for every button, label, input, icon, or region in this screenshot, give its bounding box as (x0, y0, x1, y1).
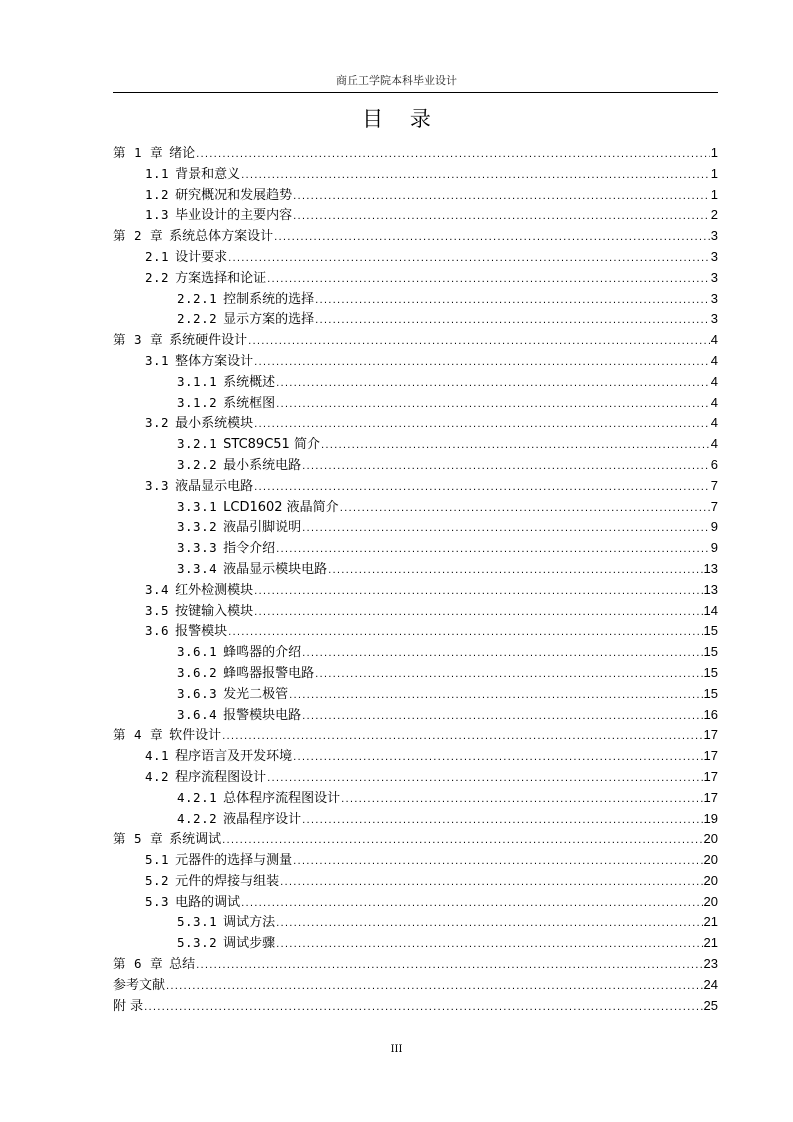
toc-entry-title: 研究概况和发展趋势 (175, 187, 293, 203)
toc-dot-leader (254, 582, 702, 603)
toc-entry-title: 报警模块 (175, 624, 228, 640)
toc-entry-title: 报警模块电路 (223, 707, 302, 723)
toc-entry-number: 2.2 (145, 269, 170, 285)
toc-dot-leader (276, 395, 710, 416)
toc-entry-page: 20 (703, 831, 718, 847)
toc-entry-number: 3.3 (145, 477, 170, 493)
toc-entry-number: 2.1 (145, 248, 170, 264)
toc-entry-label (177, 933, 275, 955)
toc-entry[interactable] (113, 663, 718, 684)
toc-entry-title: 蜂鸣器的介绍 (223, 645, 302, 661)
toc-dot-leader (276, 374, 710, 395)
toc-entry[interactable] (113, 996, 718, 1017)
toc-entry-number: 4.1 (145, 748, 170, 764)
toc-entry-title: 系统调试 (169, 832, 222, 848)
toc-entry[interactable] (113, 372, 718, 393)
toc-entry-label (145, 351, 253, 373)
toc-entry[interactable] (113, 185, 718, 206)
toc-dot-leader (248, 332, 710, 353)
toc-entry-title: 调试方法 (223, 915, 276, 931)
toc-entry[interactable] (113, 912, 718, 933)
toc-entry-page: 14 (703, 602, 718, 618)
toc-entry-title: 发光二极管 (223, 686, 289, 702)
toc-entry-page: 25 (703, 997, 718, 1013)
toc-entry-page: 13 (703, 581, 718, 597)
toc-entry[interactable] (113, 788, 718, 809)
toc-dot-leader (274, 228, 710, 249)
toc-entry-number: 2.2.1 (177, 290, 218, 306)
toc-entry-page: 7 (710, 477, 718, 493)
toc-entry-title: 系统硬件设计 (169, 333, 248, 349)
toc-entry-label (177, 788, 340, 810)
running-header: 商丘工学院本科毕业设计 (336, 74, 457, 87)
toc-entry-page: 21 (703, 914, 718, 930)
toc-entry-page: 15 (703, 664, 718, 680)
toc-entry[interactable] (113, 829, 718, 850)
toc-entry-label (145, 164, 240, 186)
toc-entry[interactable] (113, 164, 718, 185)
toc-entry[interactable] (113, 642, 718, 663)
toc-entry[interactable] (113, 975, 718, 996)
toc-entry-title: 总结 (169, 957, 196, 973)
toc-entry-title: 软件设计 (169, 728, 222, 744)
toc-dot-leader (315, 311, 710, 332)
toc-entry[interactable] (113, 226, 718, 247)
toc-entry-page: 3 (710, 269, 718, 285)
toc-entry-title: 液晶引脚说明 (223, 520, 302, 536)
toc-entry-label (145, 892, 240, 914)
toc-entry[interactable] (113, 393, 718, 414)
toc-entry-page: 4 (710, 436, 718, 452)
toc-entry-label (145, 850, 292, 872)
toc-dot-leader (276, 540, 710, 561)
toc-entry-page: 17 (703, 789, 718, 805)
toc-entry-page: 1 (710, 186, 718, 202)
toc-dot-leader (315, 665, 702, 686)
toc-entry-page: 3 (710, 248, 718, 264)
toc-entry-page: 3 (710, 311, 718, 327)
toc-dot-leader (196, 956, 702, 977)
toc-entry[interactable] (113, 247, 718, 268)
toc-dot-leader (302, 457, 710, 478)
toc-entry-label (177, 372, 275, 394)
toc-entry-number: 3.2.2 (177, 456, 218, 472)
toc-entry-number: 5.3.1 (177, 914, 218, 930)
toc-entry-page: 15 (703, 685, 718, 701)
toc-entry-page: 1 (710, 145, 718, 160)
toc-entry[interactable] (113, 954, 718, 975)
toc-dot-leader (144, 998, 702, 1019)
toc-entry-label (177, 434, 320, 456)
toc-entry-label (177, 393, 275, 415)
toc-entry-page: 4 (710, 415, 718, 431)
toc-entry-page: 17 (703, 727, 718, 743)
toc-entry-page: 3 (710, 290, 718, 306)
toc-entry-number: 第 3 章 (113, 332, 164, 348)
toc-entry-title: 调试步骤 (223, 936, 276, 952)
toc-entry-label (145, 247, 227, 269)
toc-entry-page: 19 (703, 810, 718, 826)
toc-entry-title: 参考文献 (113, 977, 166, 993)
toc-entry-title: 总体程序流程图设计 (223, 790, 341, 806)
toc-entry-number: 3.3.1 (177, 498, 218, 514)
toc-entry-page: 4 (710, 394, 718, 410)
toc-entry-label (177, 517, 301, 539)
toc-entry-page: 7 (710, 498, 718, 514)
toc-entry-label (177, 497, 339, 519)
toc-entry-title: 液晶程序设计 (223, 811, 302, 827)
toc-entry-label (113, 997, 143, 1018)
toc-entry-number: 第 2 章 (113, 228, 164, 244)
toc-entry-number: 3.2 (145, 415, 170, 431)
toc-entry-label (177, 663, 314, 685)
toc-entry-number: 3.6.1 (177, 644, 218, 660)
toc-entry-number: 4.2.1 (177, 789, 218, 805)
toc-entry-number: 2.2.2 (177, 311, 218, 327)
toc-entry-page: 23 (703, 956, 718, 972)
toc-entry[interactable] (113, 309, 718, 330)
toc-dot-leader (196, 145, 710, 166)
toc-dot-leader (293, 852, 702, 873)
toc-entry-page: 9 (710, 540, 718, 556)
toc-dot-leader (222, 727, 702, 748)
toc-entry-label (177, 538, 275, 560)
toc-entry-label (145, 580, 253, 602)
toc-entry[interactable] (113, 850, 718, 871)
toc-entry-page: 24 (703, 976, 718, 992)
toc-entry-label (145, 746, 292, 768)
toc-entry-title: 整体方案设计 (175, 353, 254, 369)
toc-entry-label (145, 205, 292, 227)
toc-entry-page: 13 (703, 560, 718, 576)
toc-dot-leader (276, 935, 702, 956)
toc-entry-title: 绪论 (169, 146, 196, 161)
toc-entry[interactable] (113, 497, 718, 518)
toc-entry-title: 控制系统的选择 (223, 291, 315, 307)
toc-entry[interactable] (113, 517, 718, 538)
toc-entry-number: 5.2 (145, 872, 170, 888)
toc-entry-page: 21 (703, 935, 718, 951)
toc-entry[interactable] (113, 455, 718, 476)
toc-entry-label (145, 871, 279, 893)
toc-entry-number: 4.2.2 (177, 810, 218, 826)
toc-entry-number: 4.2 (145, 768, 170, 784)
toc-dot-leader (328, 561, 702, 582)
toc-entry-title: 最小系统模块 (175, 416, 254, 432)
toc-entry-title: 背景和意义 (175, 166, 241, 182)
toc-dot-leader (289, 686, 702, 707)
toc-dot-leader (254, 478, 710, 499)
toc-entry-label (113, 829, 221, 851)
toc-entry-label (177, 705, 301, 727)
toc-entry-number: 3.6 (145, 623, 170, 639)
toc-entry[interactable] (113, 933, 718, 954)
toc-entry[interactable] (113, 476, 718, 497)
toc-entry-label (177, 455, 301, 477)
toc-entry-label (145, 767, 266, 789)
toc-entry-page: 9 (710, 519, 718, 535)
toc-dot-leader (302, 644, 702, 665)
toc-entry-label (177, 642, 301, 664)
toc-entry[interactable] (113, 559, 718, 580)
toc-entry-title: 系统概述 (223, 374, 276, 390)
toc-dot-leader (276, 914, 702, 935)
toc-entry-number: 5.1 (145, 852, 170, 868)
toc-entry-label (177, 289, 314, 311)
toc-dot-leader (340, 499, 710, 520)
toc-entry-page: 3 (710, 228, 718, 244)
toc-dot-leader (222, 831, 702, 852)
toc-entry-label (145, 268, 266, 290)
toc-entry-number: 5.3.2 (177, 935, 218, 951)
toc-entry-title: 电路的调试 (175, 894, 241, 910)
toc-title: 目 录 (362, 107, 441, 131)
toc-entry[interactable] (113, 434, 718, 455)
toc-dot-leader (228, 623, 702, 644)
toc-entry-number: 3.1.2 (177, 394, 218, 410)
toc-entry[interactable] (113, 289, 718, 310)
toc-entry-label (145, 601, 253, 623)
toc-entry-number: 3.4 (145, 581, 170, 597)
toc-entry-page: 6 (710, 456, 718, 472)
toc-entry-label (113, 143, 195, 165)
toc-entry-page: 20 (703, 852, 718, 868)
toc-entry-title: 显示方案的选择 (223, 312, 315, 328)
toc-entry-label (145, 185, 292, 207)
toc-entry-number: 3.3.2 (177, 519, 218, 535)
toc-entry[interactable] (113, 330, 718, 351)
toc-entry[interactable] (113, 746, 718, 767)
toc-entry-title: 程序流程图设计 (175, 769, 267, 785)
toc-entry[interactable] (113, 809, 718, 830)
toc-entry[interactable] (113, 892, 718, 913)
toc-entry-label (177, 684, 288, 706)
toc-entry-label (113, 976, 165, 997)
toc-entry-page: 20 (703, 893, 718, 909)
toc-entry-page: 16 (703, 706, 718, 722)
toc-dot-leader (341, 790, 702, 811)
toc-dot-leader (166, 977, 703, 998)
toc-entry-number: 3.2.1 (177, 436, 218, 452)
toc-entry[interactable] (113, 601, 718, 622)
toc-entry-page: 1 (710, 165, 718, 181)
toc-entry[interactable] (113, 767, 718, 788)
toc-entry-label (113, 330, 247, 352)
toc-entry-title: 最小系统电路 (223, 457, 302, 473)
toc-entry-title: 设计要求 (175, 249, 228, 265)
toc-entry[interactable] (113, 538, 718, 559)
toc-dot-leader (302, 811, 702, 832)
toc-entry[interactable] (113, 580, 718, 601)
toc-entry[interactable] (113, 871, 718, 892)
toc-entry-title: 液晶显示电路 (175, 478, 254, 494)
toc-entry-title: 程序语言及开发环境 (175, 749, 293, 765)
toc-dot-leader (321, 436, 710, 457)
toc-entry[interactable] (113, 413, 718, 434)
toc-entry-number: 3.3.4 (177, 560, 218, 576)
toc-entry-title: 红外检测模块 (175, 582, 254, 598)
toc-entry-label (145, 413, 253, 435)
toc-entry[interactable] (113, 143, 718, 164)
table-of-contents (113, 143, 718, 1016)
toc-entry-label (145, 621, 227, 643)
toc-entry-page: 2 (710, 207, 718, 223)
toc-entry-number: 3.6.3 (177, 685, 218, 701)
toc-entry-number: 3.1 (145, 352, 170, 368)
toc-dot-leader (228, 249, 710, 270)
toc-entry-label (113, 226, 273, 248)
toc-entry-number: 第 1 章 (113, 145, 164, 160)
toc-dot-leader (302, 519, 710, 540)
toc-dot-leader (280, 873, 702, 894)
toc-entry-label (177, 912, 275, 934)
toc-dot-leader (267, 769, 702, 790)
toc-entry-title: 毕业设计的主要内容 (175, 208, 293, 224)
toc-entry-number: 3.5 (145, 602, 170, 618)
toc-entry-number: 3.6.4 (177, 706, 218, 722)
toc-dot-leader (254, 353, 710, 374)
toc-entry-number: 3.1.1 (177, 373, 218, 389)
toc-entry-number: 1.2 (145, 186, 170, 202)
toc-entry[interactable] (113, 351, 718, 372)
toc-dot-leader (254, 415, 710, 436)
header-rule (113, 92, 718, 93)
toc-entry-number: 第 5 章 (113, 831, 164, 847)
toc-entry-page: 15 (703, 644, 718, 660)
toc-dot-leader (302, 707, 702, 728)
toc-entry-label (113, 725, 221, 747)
toc-entry-page: 17 (703, 748, 718, 764)
toc-entry-label (113, 954, 195, 976)
toc-entry-label (177, 809, 301, 831)
toc-entry-number: 第 6 章 (113, 956, 164, 972)
toc-entry[interactable] (113, 725, 718, 746)
toc-entry-page: 4 (710, 352, 718, 368)
toc-dot-leader (254, 603, 702, 624)
toc-dot-leader (267, 270, 710, 291)
toc-entry-title: 指令介绍 (223, 541, 276, 557)
toc-entry-number: 第 4 章 (113, 727, 164, 743)
toc-entry-title: 系统框图 (223, 395, 276, 411)
toc-entry-page: 4 (710, 373, 718, 389)
toc-entry-title: 液晶显示模块电路 (223, 561, 328, 577)
toc-entry-label (145, 476, 253, 498)
toc-entry-page: 15 (703, 623, 718, 639)
toc-entry-number: 1.3 (145, 207, 170, 223)
toc-dot-leader (293, 748, 702, 769)
toc-entry-title: 按键输入模块 (175, 603, 254, 619)
toc-entry-title: 系统总体方案设计 (169, 229, 274, 245)
page-number: III (390, 1044, 403, 1055)
toc-entry[interactable] (113, 621, 718, 642)
toc-entry[interactable] (113, 684, 718, 705)
toc-entry-number: 3.3.3 (177, 540, 218, 556)
toc-entry-title: STC89C51 简介 (223, 437, 320, 453)
toc-entry-page: 17 (703, 768, 718, 784)
toc-dot-leader (241, 894, 702, 915)
toc-entry-title: 元件的焊接与组装 (175, 873, 280, 889)
toc-dot-leader (241, 166, 710, 187)
toc-entry-number: 5.3 (145, 893, 170, 909)
toc-entry-page: 4 (710, 332, 718, 348)
toc-entry[interactable] (113, 205, 718, 226)
toc-dot-leader (315, 291, 710, 312)
toc-dot-leader (293, 207, 710, 228)
toc-entry[interactable] (113, 268, 718, 289)
toc-entry-label (177, 309, 314, 331)
toc-entry[interactable] (113, 705, 718, 726)
toc-entry-number: 1.1 (145, 165, 170, 181)
toc-entry-title: 方案选择和论证 (175, 270, 267, 286)
toc-dot-leader (293, 187, 710, 208)
toc-entry-title: 蜂鸣器报警电路 (223, 665, 315, 681)
toc-entry-title: LCD1602 液晶简介 (223, 499, 339, 515)
toc-entry-title: 元器件的选择与测量 (175, 853, 293, 869)
toc-entry-title: 附 录 (113, 998, 144, 1014)
toc-entry-page: 20 (703, 872, 718, 888)
toc-entry-number: 3.6.2 (177, 664, 218, 680)
toc-entry-label (177, 559, 327, 581)
